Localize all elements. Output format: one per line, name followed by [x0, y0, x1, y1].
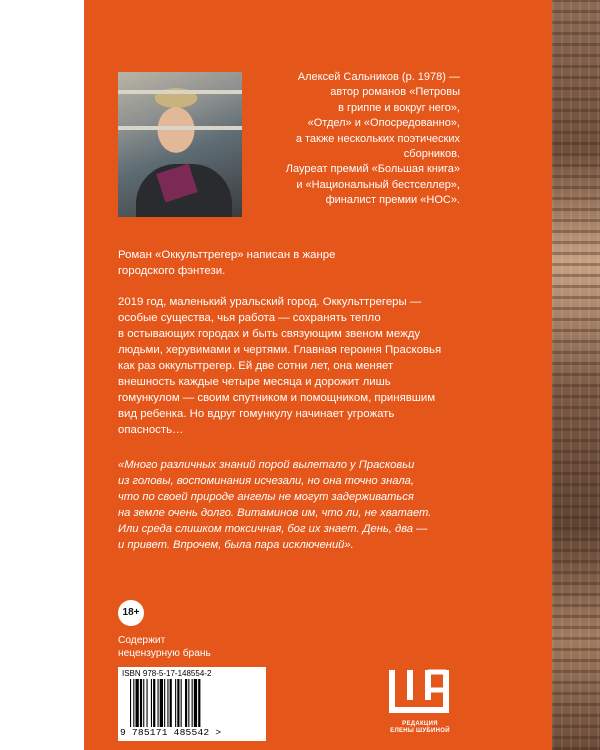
age-rating-badge: 18+ — [118, 600, 144, 626]
barcode-icon — [130, 679, 262, 727]
bio-line: Лауреат премий «Большая книга» — [285, 163, 460, 176]
bio-line: и «Национальный бестселлер», — [296, 178, 460, 191]
quote-line: что по своей природе ангелы не могут задерживаться — [118, 491, 414, 503]
barcode-bar — [158, 679, 159, 727]
author-photo — [118, 72, 242, 217]
warning-line: нецензурную брань — [118, 648, 211, 659]
paragraph-line: людьми, херувимами и чертями. Главная героиня Прасковья — [118, 344, 442, 356]
paragraph-line: городского фэнтези. — [118, 265, 226, 277]
paragraph-line: 2019 год, маленький уральский город. Оккульттрегеры — — [118, 296, 422, 308]
publisher-logo-icon — [388, 664, 450, 718]
barcode-bar — [181, 679, 182, 727]
barcode-bar — [188, 679, 189, 727]
barcode-block — [118, 667, 266, 741]
barcode-bar — [175, 679, 176, 727]
barcode-bar — [133, 679, 134, 727]
quote-line: Или среда слишком токсичная, бог их знает. День, два — — [118, 523, 428, 535]
bio-line: «Отдел» и «Опосредованно», — [307, 117, 460, 130]
barcode-bar — [160, 679, 163, 727]
barcode-bar — [153, 679, 155, 727]
photo-shelf — [118, 90, 242, 94]
description-paragraph — [118, 294, 518, 438]
barcode-bar — [167, 679, 168, 727]
barcode-bar — [136, 679, 139, 727]
barcode-digits: 9 785171 485542 > — [120, 727, 222, 738]
bio-line: Алексей Сальников (р. 1978) — — [297, 71, 460, 83]
paragraph-line: особые существа, чья работа — сохранять тепло — [118, 312, 381, 324]
barcode-bar — [143, 679, 144, 727]
content-warning — [118, 634, 211, 660]
quote-paragraph — [118, 457, 518, 553]
barcode-bar — [170, 679, 172, 727]
barcode-bar — [164, 679, 165, 727]
paragraph-line: внешность каждые четыре месяца и дорожит лишь — [118, 376, 391, 388]
author-bio — [260, 70, 460, 209]
city-photo-strip — [552, 0, 600, 750]
quote-line: и привет. Впрочем, была пара исключений». — [118, 539, 354, 551]
paragraph-line: опасность… — [118, 424, 184, 436]
bio-line: в гриппе и вокруг него», — [338, 101, 460, 114]
barcode-bar — [192, 679, 193, 727]
photo-shelf — [118, 126, 242, 130]
barcode-bar — [185, 679, 187, 727]
publisher-line: РЕДАКЦИЯ — [402, 721, 438, 727]
paragraph-line: вид ребенка. Но вдруг гомункулу начинает угрожать — [118, 408, 395, 420]
barcode-bar — [194, 679, 197, 727]
genre-paragraph — [118, 247, 518, 279]
quote-line: «Много различных знаний порой вылетало у Прасковьи — [118, 459, 415, 471]
barcode-bar — [151, 679, 152, 727]
publisher-line: ЕЛЕНЫ ШУБИНОЙ — [390, 728, 450, 734]
bio-line: финалист премии «НОС». — [325, 194, 460, 207]
paragraph-line: Роман «Оккульттрегер» написан в жанре — [118, 249, 336, 261]
barcode-bar — [130, 679, 131, 727]
paragraph-line: гомункулом — своим спутником и помощником, принявшим — [118, 392, 436, 404]
barcode-bar — [177, 679, 179, 727]
isbn-text: ISBN 978-5-17-148554-2 — [122, 669, 212, 678]
bio-line: сборников. — [403, 148, 460, 161]
barcode-bar — [147, 679, 148, 727]
barcode-bar — [140, 679, 142, 727]
quote-line: из головы, воспоминания исчезали, но она точно знала, — [118, 475, 414, 487]
bio-line: а также нескольких поэтических — [295, 132, 460, 145]
barcode-bar — [198, 679, 200, 727]
warning-line: Содержит — [118, 635, 166, 646]
paragraph-line: в остывающих городах и быть связующим звеном между — [118, 328, 421, 340]
publisher-name — [380, 721, 460, 735]
paragraph-line: как раз оккульттрегер. Ей две сотни лет, она меняет — [118, 360, 394, 372]
quote-line: на земле очень долго. Витаминов им, что ли, не хватает. — [118, 507, 432, 519]
bio-line: автор романов «Петровы — [330, 86, 460, 99]
